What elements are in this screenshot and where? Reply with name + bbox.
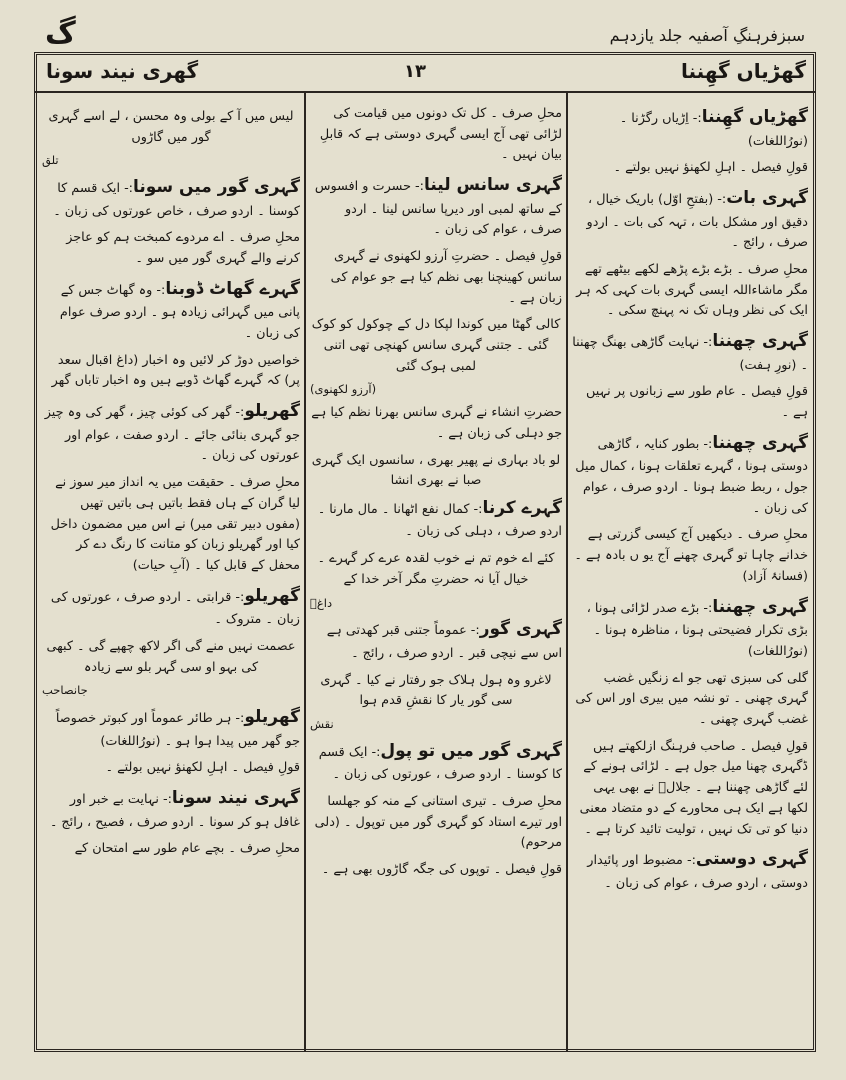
entry-definition: :- (بفتحِ اوّل) باریک خیال ، دقیق اور مشکل بات ، تہہ کی بات ۔ اردو صرف ، رائج ۔ xyxy=(586,191,808,251)
entry-definition: :- نہایت بے خبر اور غافل ہو کر سونا ۔ اردو صرف ، فصیح ، رائج ۔ xyxy=(49,792,300,830)
dictionary-entry xyxy=(42,398,300,467)
dictionary-entry xyxy=(42,473,300,577)
dictionary-entry xyxy=(42,583,300,631)
entry-definition: :- نہایت گاڑھی بھنگ چھننا ۔ (نورِ ہفت) xyxy=(572,335,808,373)
entry-definition: قولِ فیصل ۔ عام طور سے زبانوں پر نہیں ہے ۔ xyxy=(586,384,808,421)
entry-headword: گھریلو xyxy=(244,707,300,728)
entry-headword: گھریلو xyxy=(244,585,300,606)
entry-definition: محلِ صرف ۔ بڑے بڑے پڑھے لکھے بیٹھے تھے مگر ماشاءاللہ ایسی گہری بات کہی کہ ہر ایک کی نظر وہاں تک نہ پہنچ سکی ۔ xyxy=(576,261,808,319)
entry-definition: :- حسرت و افسوس کے ساتھ لمبی اور دیرپا سانس لینا ۔ اردو صرف ، عوام کی زبان ۔ xyxy=(314,179,562,238)
entry-definition: محلِ صرف ۔ دیکھیں آج کیسی گزرتی ہے خدانے چاہا تو گہری چھنے آج یو ں بادہ ہے ۔ (فسانۂ آزاد) xyxy=(574,527,808,584)
entry-headword: گہری دوستی xyxy=(695,849,808,870)
verse-couplet: لاغرو وہ ہول ہلاک جو رفتار نے کیا ۔ گہری سی گور یار کا نقشِ قدم ہوا xyxy=(320,672,552,709)
poet-citation: (آرزو لکھنوی) xyxy=(310,382,377,397)
section-letter: گ xyxy=(45,16,76,51)
dictionary-entry xyxy=(310,495,562,543)
running-head xyxy=(45,18,805,50)
dictionary-entry xyxy=(310,172,562,241)
dictionary-entry xyxy=(310,403,562,444)
entry-definition: محلِ صرف ۔ بچے عام طور سے امتحان کے xyxy=(74,841,300,857)
entry-definition: حضرتِ انشاء نے گہری سانس بھرنا نظم کیا ہے جو دہلی کی زبان ہے ۔ xyxy=(311,405,562,441)
dictionary-entry xyxy=(42,174,300,222)
entry-definition: :- بڑے صدر لڑائی ہونا ، بڑی تکرار فضیحتی ہونا ، مناظرہ ہونا ۔ (نورُاللغات) xyxy=(586,600,808,659)
dictionary-entry xyxy=(42,704,300,752)
entry-headword: گہرے کرنا xyxy=(482,497,562,518)
entry-definition: :- وہ گھاٹ جس کے پانی میں گہرائی زیادہ ہو ۔ اردو صرف عوام کی زبان ۔ xyxy=(59,282,300,341)
dictionary-entry xyxy=(572,328,808,376)
entry-headword: گہرے گھاٹ ڈوبنا xyxy=(165,278,300,299)
dictionary-entry xyxy=(42,758,300,779)
entry-headword: گہری گور میں تو پول xyxy=(380,740,562,761)
entry-definition: قولِ فیصل ۔ حضرتِ آرزو لکھنوی نے گہری سانس کھینچنا بھی نظم کیا ہے جو عوام کی زبان ہے ۔ xyxy=(330,249,562,306)
column-right xyxy=(572,104,808,1044)
dictionary-entry xyxy=(310,616,562,664)
entry-headword: گہری نیند سونا xyxy=(171,788,300,808)
entry-definition: خواصیں دوڑ کر لائیں وہ اخبار (داغ اقبال سعد پر) کہ گہرے گھاٹ ڈوبے ہیں وہ اخبار تاباں گھر xyxy=(51,352,300,389)
entry-definition: قولِ فیصل ۔ اہلِ لکھنؤ نہیں بولتے ۔ xyxy=(105,760,300,776)
entry-definition: قولِ فیصل ۔ اہلِ لکھنؤ نہیں بولتے ۔ xyxy=(613,160,808,176)
entry-definition: :- ہر طائر عموماً اور کبوتر خصوصاً جو گھر میں پیدا ہوا ہو ۔ (نورُاللغات) xyxy=(55,711,300,749)
dictionary-entry xyxy=(42,351,300,392)
entry-headword: گہری گور xyxy=(479,619,562,640)
poet-citation: نقش xyxy=(310,716,334,731)
entry-definition: محلِ صرف ۔ اے مردوے کمبخت ہم کو عاجز کرنے والے گہری گور میں سو ۔ xyxy=(66,230,300,267)
dictionary-entry xyxy=(572,185,808,254)
verse-couplet: کئے اے خوم تم نے خوب لقدہ عرے کر گہرے ۔ خیال آیا نہ حضرتِ مگر آخر خدا کے xyxy=(317,551,555,587)
dictionary-entry xyxy=(310,738,562,786)
dictionary-entry xyxy=(572,158,808,179)
dictionary-entry xyxy=(572,430,808,520)
entry-headword: گہری چھننا xyxy=(712,331,808,352)
entry-definition: محلِ صرف ۔ حقیقت میں یہ انداز میر سوز نے لیا گران کے ہاں فقط باتیں ہی باتیں تھیں (مفوں دبیر تقی میر) نے اس میں مضمون داخل کیا اور گھریلو زبان کو متانت کا رنگ دے کر محفل کے قابل کیا ۔ (آبِ حیات) xyxy=(50,475,300,573)
entry-definition: :- گھر کی کوئی چیز ، گھر کی وہ چیز جو گہری بنائی جائے ۔ اردو صفت ، عوام اور عورتوں کی زبان ۔ xyxy=(44,405,300,464)
entry-headword: گہری چھننا xyxy=(712,432,808,453)
book-title-line: سبزفرہنگِ آصفیہ جلد یازدہم xyxy=(609,26,805,45)
entry-headword: گھریلو xyxy=(244,401,300,422)
entry-definition: محلِ صرف ۔ کل تک دونوں میں قیامت کی لڑائی تھی آج ایسی گہری دوستی ہے کہ قابلِ بیان نہیں ۔ xyxy=(319,106,562,163)
dictionary-entry xyxy=(42,276,300,345)
dictionary-entry xyxy=(572,260,808,322)
dictionary-entry xyxy=(572,104,808,152)
page-header xyxy=(34,55,816,93)
entry-headword: گہری چھننا xyxy=(712,596,808,617)
entry-headword: گھڑیاں گھِننا xyxy=(701,107,808,127)
dictionary-entry xyxy=(572,737,808,841)
poet-citation: جانصاحب xyxy=(42,683,88,698)
entry-definition: :- اِڑیاں رگڑنا ۔ (نورُاللغات) xyxy=(619,111,808,149)
dictionary-entry xyxy=(310,792,562,854)
dictionary-entry xyxy=(572,846,808,894)
page-number: ١٣ xyxy=(404,61,426,82)
column-divider xyxy=(304,93,306,1051)
verse-couplet: کالی گھٹا میں کوندا لپکا دل کے چوکول کو کوک گئی ۔ جتنی گہری سانس کھنچی تھی اتنی لمبی ہوک گئی xyxy=(311,317,561,374)
verse-couplet: لو باد بہاری نے پھیر بھری ، سانسوں ایک گہری صبا نے بھری انشا xyxy=(311,452,561,489)
entry-definition: قولِ فیصل ۔ صاحب فرہنگ ازلکھتے ہیں ڈگہری چھنا میل جول ہے ۔ لڑائی ہونے کے لئے گاڑھی چھننا ہے ۔ جلالؔ نے بھی یہی لکھا ہے ایک ہی محاورے کے دو متضاد معنی دنیا کو تی تک نہیں ، تولیت تائید کرتا ہے ۔ xyxy=(579,738,808,837)
entry-definition: :- ایک قسم کا کوسنا ۔ اردو صرف ، خاص عورتوں کی زبان ۔ xyxy=(53,181,300,219)
dictionary-entry xyxy=(572,525,808,587)
entry-headword: گہری سانس لینا xyxy=(423,175,562,196)
entry-headword: گہری بات xyxy=(726,187,808,208)
entry-definition: :- مضبوط اور پائیدار دوستی ، اردو صرف ، عوام کی زبان ۔ xyxy=(587,853,808,891)
entry-headword: گہری گور میں سونا xyxy=(133,177,300,198)
dictionary-entry xyxy=(42,839,300,860)
dictionary-entry xyxy=(572,382,808,423)
entry-definition: قولِ فیصل ۔ توپوں کی جگہ گاڑوں بھی ہے ۔ xyxy=(321,861,562,877)
poet-citation: داغؔ xyxy=(310,595,333,610)
header-last-entry: گھری نیند سونا xyxy=(46,59,199,83)
dictionary-entry xyxy=(42,785,300,833)
entry-definition: :- قرابتی ۔ اردو صرف ، عورتوں کی زبان ۔ متروک ۔ xyxy=(50,589,300,628)
dictionary-entry xyxy=(310,860,562,881)
column-left xyxy=(42,104,300,1044)
header-first-entry: گھڑیاں گھِننا xyxy=(681,59,806,83)
verse-couplet: عصمت نہیں منے گی اگر لاکھ چھپے گی ۔ کبھی کی بہو او سی گہر بلو سے زیادہ xyxy=(46,638,296,675)
dictionary-entry xyxy=(310,247,562,309)
entry-definition: :- بطور کنایہ ، گاڑھی دوستی ہونا ، گہرے تعلقات ہونا ، کمال میل جول ، ربط ضبط ہونا ۔ اردو صرف ، عوام کی زبان ۔ xyxy=(575,436,808,516)
column-middle xyxy=(310,104,562,1044)
poet-citation: تلق xyxy=(42,153,59,168)
verse-couplet: لیس میں آ کے بولی وہ محسن ، لے اسے گہری گور میں گاڑوں xyxy=(48,109,294,145)
entry-definition: :- عموماً جتنی قبر کھدتی ہے اس سے نیچی قبر ۔ اردو صرف ، رائج ۔ xyxy=(326,623,562,661)
dictionary-entry xyxy=(572,594,808,663)
entry-definition: گلی کی سبزی تھی جو اے زنگیں غضب گہری چھنی ۔ تو نشہ میں بیری اور اس کی غضب گہری چھنی ۔ xyxy=(575,670,808,728)
column-divider xyxy=(566,93,568,1051)
dictionary-entry xyxy=(572,669,808,731)
entry-definition: :- ایک قسم کا کوسنا ۔ اردو صرف ، عورتوں کی زبان ۔ xyxy=(318,744,562,783)
dictionary-entry xyxy=(42,228,300,269)
entry-definition: محلِ صرف ۔ تیری استانی کے منہ کو جھلسا اور تیرے استاد کو گہری گور میں توپول ۔ (دلی مرحوم) xyxy=(314,793,562,851)
dictionary-entry xyxy=(310,104,562,166)
entry-definition: :- کمال نفع اٹھانا ۔ مال مارنا ۔ اردو صرف ، دہلی کی زبان ۔ xyxy=(317,501,562,540)
